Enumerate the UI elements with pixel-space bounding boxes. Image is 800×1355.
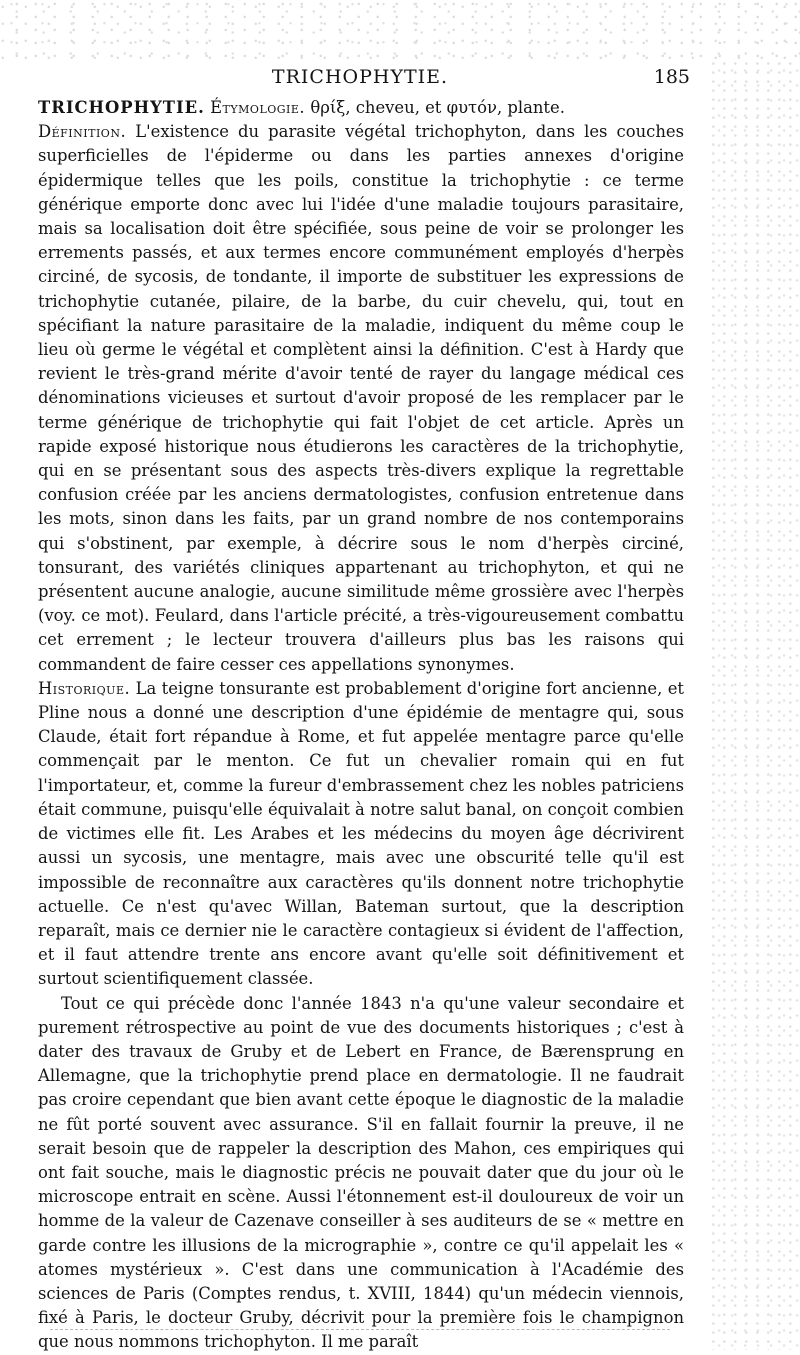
page-number: 185	[653, 66, 690, 88]
definition-text: L'existence du parasite végétal trichophyton, dans les couches superficielles de l'épiderme ou dans les parties annexes d'origine épidermique telles que les poils, constitue la trichophytie : ce terme générique emporte donc avec lui l'idée d'une maladie toujours parasitaire, mais sa localisation doit être spécifiée, sous peine de voir se prolonger les errements passés, et aux termes encore communément employés d'herpès circiné, de sycosis, de tondante, il importe de substituer les expressions de trichophytie cutanée, pilaire, de la barbe, du cuir chevelu, qui, tout en spécifiant la nature parasitaire de la maladie, indiquent du même coup le lieu où germe le végétal et complètent ainsi la définition. C'est à Hardy que revient le très-grand mérite d'avoir tenté de rayer du langage médical ces dénominations vicieuses et surtout d'avoir proposé de les remplacer par le terme générique de trichophytie qui fait l'objet de cet article. Après un rapide exposé historique nous étudierons les caractères de la trichophytie, qui en se présentant sous des aspects très-divers explique la regrettable confusion créée par les anciens dermatologistes, confusion entretenue dans les mots, sinon dans les faits, par un grand nombre de nos contemporains qui s'obstinent, par exemple, à décrire sous le nom d'herpès circiné, tonsurant, des variétés cliniques appartenant au trichophyton, et qui ne présentent aucune analogie, aucune similitude même grossière avec l'herpès (voy. ce mot). Feulard, dans l'article précité, a très-vigoureusement combattu cet errement ; le lecteur trouvera d'ailleurs plus bas les raisons qui commandent de faire cesser ces appellations synonymes.	[38, 122, 684, 674]
entry-heading-line	[38, 96, 684, 120]
etymology-text: θρίξ, cheveu, et φυτόν, plante.	[310, 98, 565, 117]
definition-paragraph	[38, 120, 684, 677]
footer-rule	[50, 1329, 670, 1330]
page-header	[30, 66, 690, 92]
etymology-label: Étymologie.	[210, 98, 306, 117]
historique-paragraph	[38, 677, 684, 992]
historique-paragraph-2: Tout ce qui précède donc l'année 1843 n'a qu'une valeur secondaire et purement rétrospective au point de vue des documents historiques ; c'est à dater des travaux de Gruby et de Lebert en France, de Bærensprung en Allemagne, que la trichophytie prend place en dermatologie. Il ne faudrait pas croire cependant que bien avant cette époque le diagnostic de la maladie ne fût porté souvent avec assurance. S'il en fallait fournir la preuve, il ne serait besoin que de rappeler la description des Mahon, ces empiriques qui ont fait souche, mais le diagnostic précis ne pouvait dater que du jour où le microscope entrait en scène. Aussi l'étonnement est-il douloureux de voir un homme de la valeur de Cazenave conseiller à ses auditeurs de se « mettre en garde contre les illusions de la micrographie », contre ce qu'il appelait les « atomes mystérieux ». C'est dans une communication à l'Académie des sciences de Paris (Comptes rendus, t. XVIII, 1844) qu'un médecin viennois, fixé à Paris, le docteur Gruby, décrivit pour la première fois le champignon que nous nommons trichophyton. Il me paraît	[38, 993, 684, 1352]
historique-label: Historique.	[38, 678, 131, 698]
historique-text: La teigne tonsurante est probablement d'origine fort ancienne, et Pline nous a donné une description d'une épidémie de mentagre qui, sous Claude, était fort répandue à Rome, et fut appelée mentagre parce qu'elle commençait par le menton. Ce fut un chevalier romain qui en fut l'importateur, et, comme la fureur d'embrassement chez les nobles patriciens était commune, puisqu'elle équivalait à notre salut banal, on conçoit combien de victimes elle fit. Les Arabes et les médecins du moyen âge décrivirent aussi un sycosis, une mentagre, mais avec une obscurité telle qu'il est impossible de reconnaître aux caractères qu'ils donnent notre trichophytie actuelle. Ce n'est qu'avec Willan, Bateman surtout, que la description reparaît, mais ce dernier nie le caractère contagieux si évident de l'affection, et il faut attendre trente ans encore avant qu'elle soit définitivement et surtout scientifiquement classée.	[38, 678, 684, 989]
page-edge-noise-right	[710, 60, 800, 1350]
running-head: TRICHOPHYTIE.	[271, 66, 449, 88]
definition-label: Définition.	[38, 122, 127, 142]
page-edge-noise-top	[0, 0, 800, 60]
body-text	[38, 96, 684, 1355]
headword: TRICHOPHYTIE.	[38, 98, 205, 117]
